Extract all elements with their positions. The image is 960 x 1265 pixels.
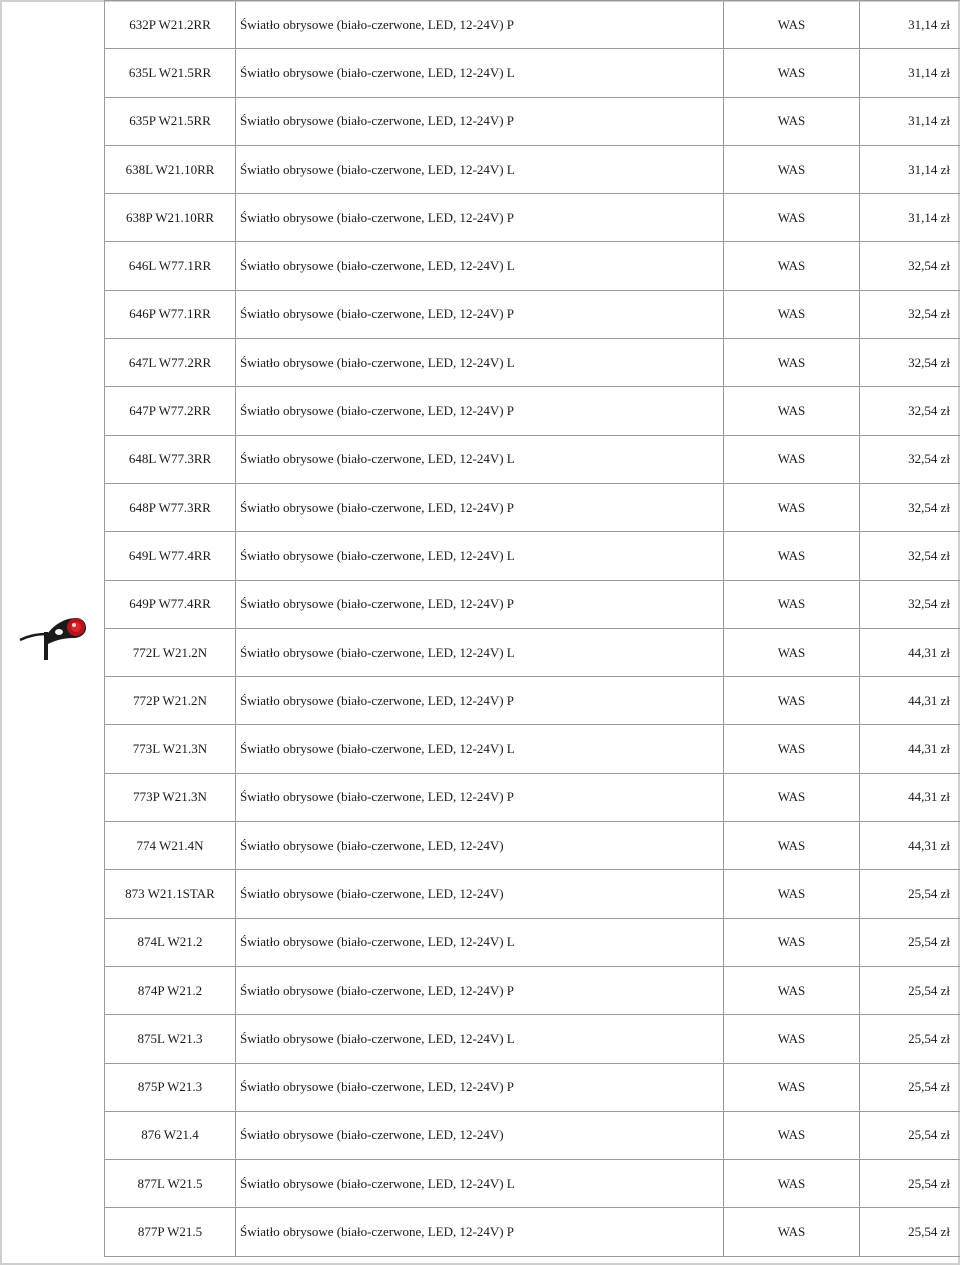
table-row xyxy=(105,966,960,1014)
product-code: 772L W21.2N xyxy=(105,628,236,676)
product-brand: WAS xyxy=(724,725,860,773)
product-price: 32,54 zł xyxy=(860,532,960,580)
table-row xyxy=(105,918,960,966)
product-price: 44,31 zł xyxy=(860,725,960,773)
product-brand: WAS xyxy=(724,1160,860,1208)
table-row xyxy=(105,628,960,676)
product-description: Światło obrysowe (biało-czerwone, LED, 12-24V) L xyxy=(236,49,724,97)
product-description: Światło obrysowe (biało-czerwone, LED, 12-24V) P xyxy=(236,773,724,821)
product-code: 648L W77.3RR xyxy=(105,435,236,483)
product-price: 25,54 zł xyxy=(860,1111,960,1159)
product-code: 649L W77.4RR xyxy=(105,532,236,580)
product-code: 649P W77.4RR xyxy=(105,580,236,628)
product-code: 774 W21.4N xyxy=(105,822,236,870)
table-row xyxy=(105,1208,960,1256)
product-code: 875P W21.3 xyxy=(105,1063,236,1111)
product-description: Światło obrysowe (biało-czerwone, LED, 12-24V) L xyxy=(236,145,724,193)
product-brand: WAS xyxy=(724,677,860,725)
product-brand: WAS xyxy=(724,483,860,531)
product-brand: WAS xyxy=(724,290,860,338)
product-price: 25,54 zł xyxy=(860,1015,960,1063)
product-description: Światło obrysowe (biało-czerwone, LED, 12-24V) P xyxy=(236,483,724,531)
table-row xyxy=(105,677,960,725)
product-code: 638L W21.10RR xyxy=(105,145,236,193)
product-brand: WAS xyxy=(724,435,860,483)
table-row xyxy=(105,773,960,821)
product-code: 647P W77.2RR xyxy=(105,387,236,435)
product-description: Światło obrysowe (biało-czerwone, LED, 12-24V) L xyxy=(236,435,724,483)
product-code: 635L W21.5RR xyxy=(105,49,236,97)
product-brand: WAS xyxy=(724,580,860,628)
product-code: 646P W77.1RR xyxy=(105,290,236,338)
product-price: 32,54 zł xyxy=(860,580,960,628)
product-price: 44,31 zł xyxy=(860,773,960,821)
product-description: Światło obrysowe (biało-czerwone, LED, 12-24V) L xyxy=(236,242,724,290)
price-table xyxy=(104,0,960,1257)
product-code: 638P W21.10RR xyxy=(105,194,236,242)
product-description: Światło obrysowe (biało-czerwone, LED, 12-24V) P xyxy=(236,290,724,338)
product-description: Światło obrysowe (biało-czerwone, LED, 12-24V) P xyxy=(236,1063,724,1111)
product-brand: WAS xyxy=(724,49,860,97)
table-row xyxy=(105,1015,960,1063)
product-brand: WAS xyxy=(724,773,860,821)
product-brand: WAS xyxy=(724,387,860,435)
table-row xyxy=(105,822,960,870)
table-row xyxy=(105,483,960,531)
product-code: 877P W21.5 xyxy=(105,1208,236,1256)
product-brand: WAS xyxy=(724,339,860,387)
marker-lamp-icon xyxy=(18,612,88,662)
product-price: 44,31 zł xyxy=(860,822,960,870)
product-code: 647L W77.2RR xyxy=(105,339,236,387)
product-price: 25,54 zł xyxy=(860,1160,960,1208)
product-price: 32,54 zł xyxy=(860,290,960,338)
table-row xyxy=(105,339,960,387)
product-brand: WAS xyxy=(724,822,860,870)
product-description: Światło obrysowe (biało-czerwone, LED, 12-24V) L xyxy=(236,1015,724,1063)
product-code: 874P W21.2 xyxy=(105,966,236,1014)
product-code: 772P W21.2N xyxy=(105,677,236,725)
product-price: 32,54 zł xyxy=(860,435,960,483)
product-brand: WAS xyxy=(724,532,860,580)
product-description: Światło obrysowe (biało-czerwone, LED, 12-24V) P xyxy=(236,580,724,628)
table-row xyxy=(105,242,960,290)
product-brand: WAS xyxy=(724,194,860,242)
product-price: 25,54 zł xyxy=(860,1208,960,1256)
product-brand: WAS xyxy=(724,1,860,49)
product-price: 32,54 zł xyxy=(860,242,960,290)
product-brand: WAS xyxy=(724,1015,860,1063)
product-code: 876 W21.4 xyxy=(105,1111,236,1159)
product-description: Światło obrysowe (biało-czerwone, LED, 12-24V) xyxy=(236,1111,724,1159)
product-description: Światło obrysowe (biało-czerwone, LED, 12-24V) P xyxy=(236,966,724,1014)
product-description: Światło obrysowe (biało-czerwone, LED, 12-24V) P xyxy=(236,1,724,49)
product-code: 873 W21.1STAR xyxy=(105,870,236,918)
product-code: 648P W77.3RR xyxy=(105,483,236,531)
product-brand: WAS xyxy=(724,870,860,918)
product-code: 877L W21.5 xyxy=(105,1160,236,1208)
table-row xyxy=(105,97,960,145)
product-brand: WAS xyxy=(724,628,860,676)
product-price: 25,54 zł xyxy=(860,1063,960,1111)
product-price: 31,14 zł xyxy=(860,194,960,242)
price-table-body xyxy=(105,1,960,1257)
product-brand: WAS xyxy=(724,918,860,966)
table-row xyxy=(105,725,960,773)
table-row xyxy=(105,1,960,49)
product-price: 44,31 zł xyxy=(860,628,960,676)
product-price: 31,14 zł xyxy=(860,49,960,97)
product-description: Światło obrysowe (biało-czerwone, LED, 12-24V) L xyxy=(236,339,724,387)
table-row xyxy=(105,194,960,242)
table-row xyxy=(105,290,960,338)
product-price: 25,54 zł xyxy=(860,870,960,918)
table-row xyxy=(105,49,960,97)
table-row xyxy=(105,1160,960,1208)
product-description: Światło obrysowe (biało-czerwone, LED, 12-24V) xyxy=(236,870,724,918)
product-description: Światło obrysowe (biało-czerwone, LED, 12-24V) xyxy=(236,822,724,870)
product-description: Światło obrysowe (biało-czerwone, LED, 12-24V) P xyxy=(236,97,724,145)
product-description: Światło obrysowe (biało-czerwone, LED, 12-24V) L xyxy=(236,532,724,580)
product-code: 773L W21.3N xyxy=(105,725,236,773)
product-price: 31,14 zł xyxy=(860,1,960,49)
product-brand: WAS xyxy=(724,97,860,145)
product-code: 646L W77.1RR xyxy=(105,242,236,290)
product-description: Światło obrysowe (biało-czerwone, LED, 12-24V) P xyxy=(236,677,724,725)
table-row xyxy=(105,145,960,193)
product-description: Światło obrysowe (biało-czerwone, LED, 12-24V) P xyxy=(236,387,724,435)
product-code: 635P W21.5RR xyxy=(105,97,236,145)
product-code: 875L W21.3 xyxy=(105,1015,236,1063)
product-description: Światło obrysowe (biało-czerwone, LED, 12-24V) P xyxy=(236,194,724,242)
product-price: 32,54 zł xyxy=(860,339,960,387)
product-description: Światło obrysowe (biało-czerwone, LED, 12-24V) L xyxy=(236,1160,724,1208)
product-price: 32,54 zł xyxy=(860,387,960,435)
table-row xyxy=(105,870,960,918)
product-price: 25,54 zł xyxy=(860,918,960,966)
product-brand: WAS xyxy=(724,1111,860,1159)
product-price: 31,14 zł xyxy=(860,97,960,145)
product-description: Światło obrysowe (biało-czerwone, LED, 12-24V) L xyxy=(236,918,724,966)
product-price: 32,54 zł xyxy=(860,483,960,531)
product-brand: WAS xyxy=(724,145,860,193)
product-price: 31,14 zł xyxy=(860,145,960,193)
product-brand: WAS xyxy=(724,1208,860,1256)
product-description: Światło obrysowe (biało-czerwone, LED, 12-24V) P xyxy=(236,1208,724,1256)
product-brand: WAS xyxy=(724,242,860,290)
product-code: 773P W21.3N xyxy=(105,773,236,821)
product-description: Światło obrysowe (biało-czerwone, LED, 12-24V) L xyxy=(236,725,724,773)
table-row xyxy=(105,1111,960,1159)
table-row xyxy=(105,580,960,628)
product-description: Światło obrysowe (biało-czerwone, LED, 12-24V) L xyxy=(236,628,724,676)
product-code: 874L W21.2 xyxy=(105,918,236,966)
table-row xyxy=(105,1063,960,1111)
product-price: 25,54 zł xyxy=(860,966,960,1014)
product-code: 632P W21.2RR xyxy=(105,1,236,49)
product-brand: WAS xyxy=(724,1063,860,1111)
table-row xyxy=(105,532,960,580)
product-brand: WAS xyxy=(724,966,860,1014)
table-row xyxy=(105,387,960,435)
table-row xyxy=(105,435,960,483)
product-price: 44,31 zł xyxy=(860,677,960,725)
